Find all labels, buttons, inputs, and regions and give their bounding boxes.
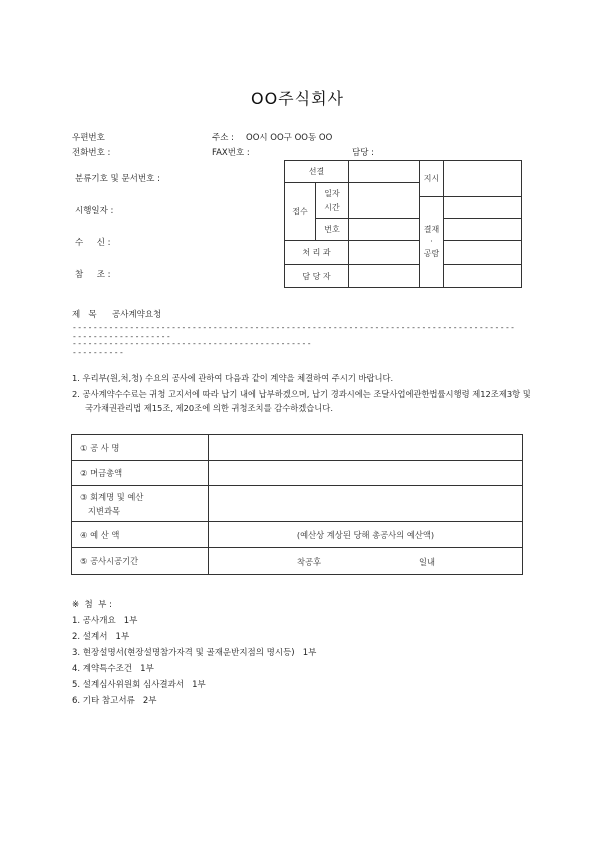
approval-value-1[interactable]: [444, 197, 522, 219]
processing-dept-cell: 처 리 과: [285, 241, 349, 265]
attachment-item: 5. 설계심사위원회 심사결과서 1부: [72, 680, 206, 690]
total-amount-label: ② 며금총액: [72, 461, 209, 486]
project-name-label: ① 공 사 명: [72, 435, 209, 461]
contract-table: [71, 434, 523, 575]
instruction-value[interactable]: [444, 161, 522, 197]
number-value[interactable]: [349, 219, 420, 241]
body-paragraph-2: 2. 공사계약수수료는 귀청 고지서에 따라 납기 내에 납부하겠으며, 납기 경과시에는 조달사업에관한법률시행령 제12조제3항 및 국가채권관리법 제15조, 제20조에 의한 귀청조치를 감수하겠습니다.: [72, 389, 531, 413]
budget-amount-label: ④ 예 산 액: [72, 522, 209, 548]
approval-cell: 결재 · 공람: [420, 197, 444, 288]
attachment-item: 1. 공사개요 1부: [72, 616, 138, 626]
attachment-item: 2. 설계서 1부: [72, 632, 130, 642]
postal-label: 우편번호: [72, 133, 105, 143]
preapproval-value[interactable]: [349, 161, 420, 183]
address-value: OO시 OO구 OO동 OO: [246, 133, 333, 143]
processing-dept-value[interactable]: [349, 241, 420, 265]
subject-label: 제 목: [72, 310, 97, 320]
attachments-header: ※ 첨 부 :: [72, 600, 112, 610]
instruction-cell: 지시: [420, 161, 444, 197]
phone-label: 전화번호 :: [72, 148, 111, 158]
date-time-value[interactable]: [349, 183, 420, 219]
date-time-cell: 일자 시간: [316, 183, 349, 219]
manager-label: 담당 :: [352, 148, 374, 158]
attachment-item: 3. 현장설명서(현장설명참가자격 및 골재운반지점의 명시등) 1부: [72, 648, 317, 658]
classification-label: 분류기호 및 문서번호 :: [75, 174, 160, 184]
approval-value-3[interactable]: [444, 241, 522, 265]
attachment-item: 4. 계약특수조건 1부: [72, 664, 154, 674]
total-amount-value[interactable]: [209, 461, 523, 486]
approval-value-4[interactable]: [444, 265, 522, 288]
enforcement-date-label: 시행일자 :: [75, 206, 114, 216]
page-title: OO주식회사: [250, 89, 344, 108]
preapproval-cell: 선결: [285, 161, 349, 183]
fax-label: FAX번호 :: [212, 148, 250, 158]
recipient-label: 수 신 :: [75, 238, 111, 248]
construction-period-label: ⑤ 공사시공기간: [72, 548, 209, 575]
construction-period-value[interactable]: [209, 548, 523, 575]
person-in-charge-cell: 담 당 자: [285, 265, 349, 288]
project-name-value[interactable]: [209, 435, 523, 461]
receipt-cell: 접수: [285, 183, 316, 241]
subject-value: 공사계약요청: [112, 310, 162, 320]
within-days-text: 일내: [419, 557, 436, 567]
reference-label: 참 조 :: [75, 270, 111, 280]
approval-value-2[interactable]: [444, 219, 522, 241]
person-in-charge-value[interactable]: [349, 265, 420, 288]
start-after-text: 착공후: [297, 557, 322, 567]
number-cell: 번호: [316, 219, 349, 241]
routing-table: [284, 160, 522, 288]
address-label: 주소 :: [212, 133, 234, 143]
budget-amount-value: (예산상 계상된 당해 총공사의 예산액): [209, 522, 523, 548]
attachment-item: 6. 기타 참고서류 2부: [72, 696, 157, 706]
subject-dash-line-1: --------------------------------------------------------------------------------------------------------: [72, 323, 516, 341]
account-budget-value[interactable]: [209, 486, 523, 522]
body-paragraph-1: 1. 우리부(원,처,청) 수요의 공사에 관하여 다음과 같이 계약을 체결하여 주시기 바랍니다.: [72, 373, 394, 383]
account-budget-label: ③ 회계명 및 예산 지변과목: [72, 486, 209, 522]
subject-dash-line-2: --------------------------------------------------------: [72, 339, 312, 357]
